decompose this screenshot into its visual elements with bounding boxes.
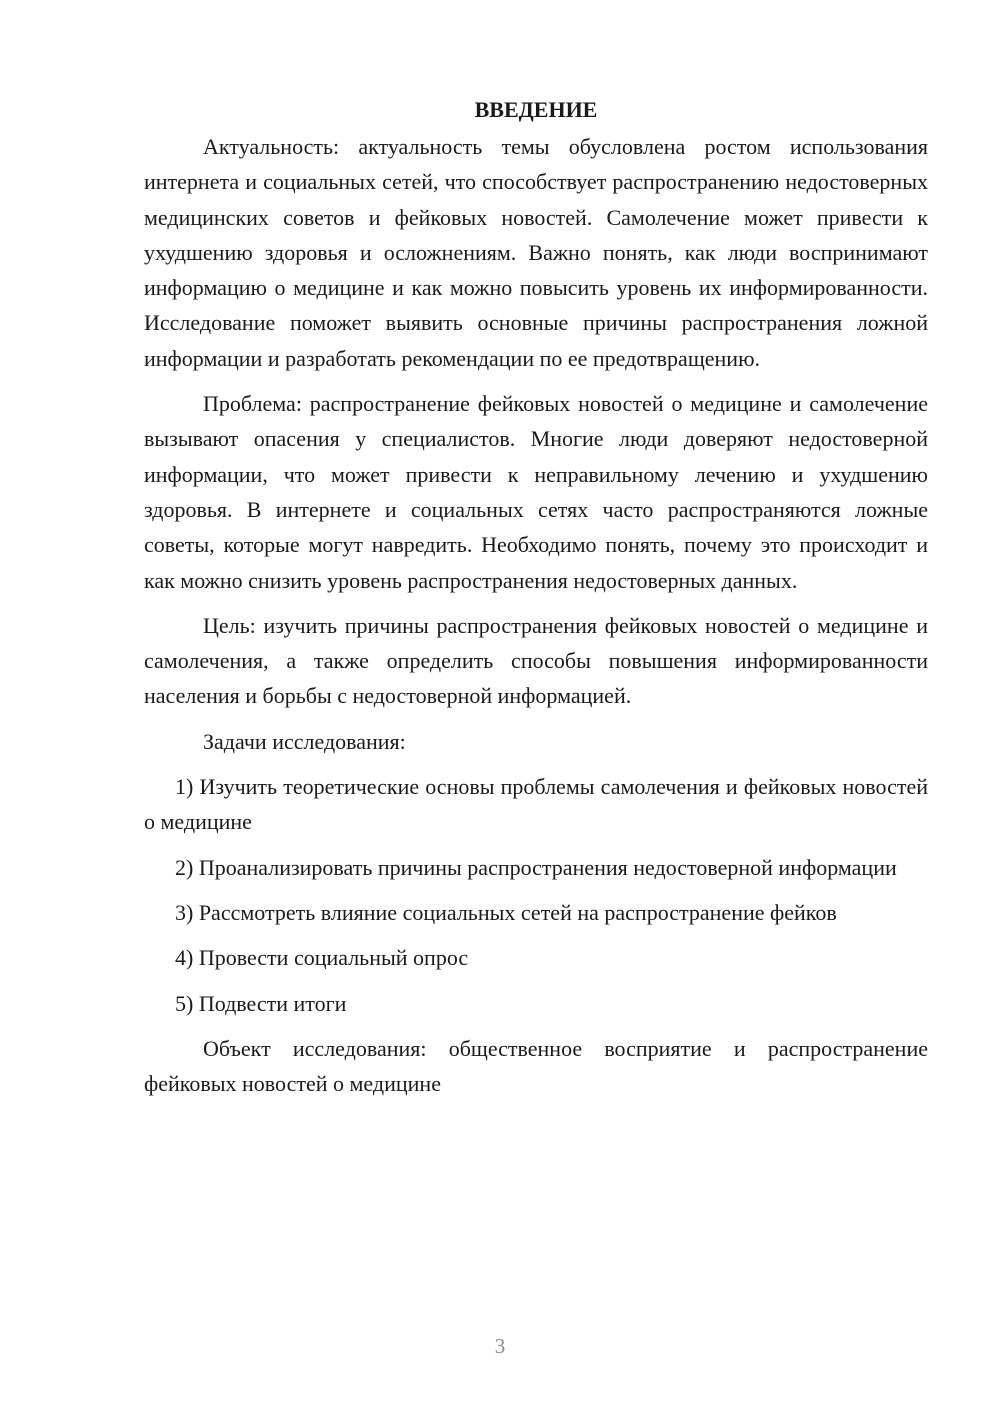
problem-paragraph: Проблема: распространение фейковых новостей о медицине и самолечение вызывают опасения у специалистов. Многие люди доверяют недостоверной информации, что может привести к неправильному лечению и ухудшению здоровья. В интернете и социальных сетях часто распространяются ложные советы, которые могут навредить. Необходимо понять, почему это происходит и как можно снизить уровень распространения недостоверных данных. <box>144 391 928 593</box>
task-item-4: 4) Провести социальный опрос <box>175 945 469 971</box>
task-item-2: 2) Проанализировать причины распространения недостоверной информации <box>175 854 897 880</box>
document-page <box>144 92 928 1101</box>
page-number: 3 <box>494 1334 506 1358</box>
tasks-heading: Задачи исследования: <box>203 728 406 754</box>
object-paragraph: Объект исследования: общественное восприятие и распространение фейковых новостей о медицине <box>144 1035 928 1097</box>
task-item-1: 1) Изучить теоретические основы проблемы самолечения и фейковых новостей о медицине <box>144 774 928 835</box>
relevance-paragraph: Актуальность: актуальность темы обусловлена ростом использования интернета и социальных сетей, что способствует распространению недостоверных медицинских советов и фейковых новостей. Самолечение может привести к ухудшению здоровья и осложнениям. Важно понять, как люди воспринимают информацию о медицине и как можно повысить уровень их информированности. Исследование поможет выявить основные причины распространения ложной информации и разработать рекомендации по ее предотвращению. <box>144 134 928 371</box>
section-title: ВВЕДЕНИЕ <box>474 97 598 122</box>
task-item-5: 5) Подвести итоги <box>175 990 347 1016</box>
goal-paragraph: Цель: изучить причины распространения фейковых новостей о медицине и самолечения, а также определить способы повышения информированности населения и борьбы с недостоверной информацией. <box>144 612 928 709</box>
task-item-3: 3) Рассмотреть влияние социальных сетей на распространение фейков <box>175 899 837 925</box>
